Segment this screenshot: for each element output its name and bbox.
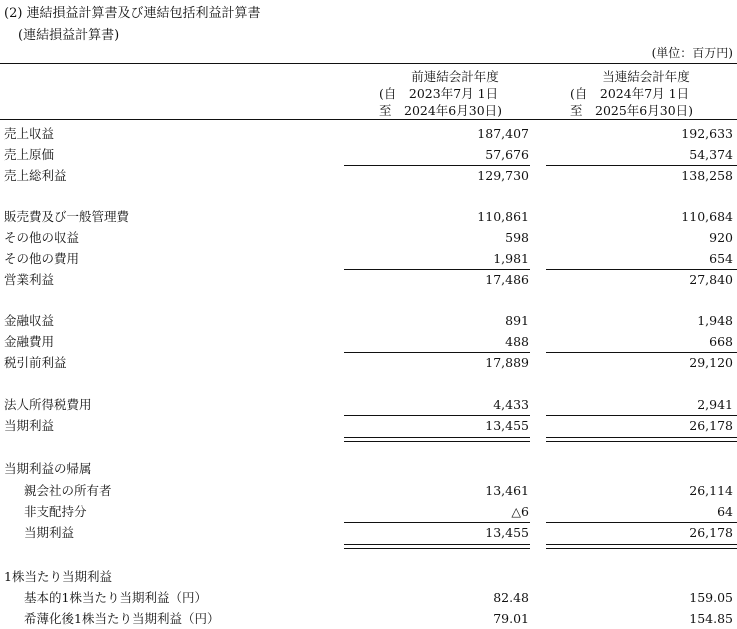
row-label: 希薄化後1株当たり当期利益（円） <box>24 611 220 626</box>
current-value: 192,633 <box>681 126 733 141</box>
current-value: 110,684 <box>681 209 733 224</box>
period-to: 至 2024年6月30日) <box>379 103 503 118</box>
row-label: その他の費用 <box>4 251 80 266</box>
prior-value: 13,461 <box>485 483 529 498</box>
table-row <box>0 395 737 415</box>
prior-value: 82.48 <box>493 590 529 605</box>
row-label: 当期利益 <box>24 525 75 540</box>
current-value: 29,120 <box>689 355 733 370</box>
total-double-rule <box>344 544 530 549</box>
current-value: 26,178 <box>689 418 733 433</box>
prior-value: 17,889 <box>485 355 529 370</box>
header-bottom-rule <box>0 119 737 120</box>
row-label: 販売費及び一般管理費 <box>4 209 130 224</box>
current-value: 54,374 <box>689 147 733 162</box>
column-header-prior-year <box>355 68 555 119</box>
table-row <box>0 228 737 248</box>
column-header-current-year <box>546 68 737 119</box>
prior-value: 187,407 <box>477 126 529 141</box>
prior-value: 1,981 <box>493 251 529 266</box>
table-row <box>0 459 737 479</box>
total-double-rule <box>344 437 530 442</box>
row-label: 営業利益 <box>4 272 55 287</box>
prior-value: 57,676 <box>485 147 529 162</box>
column-label: 前連結会計年度 <box>411 69 499 84</box>
prior-value: 598 <box>505 230 529 245</box>
table-row <box>0 207 737 227</box>
prior-value: △6 <box>511 504 529 519</box>
total-double-rule <box>546 544 737 549</box>
row-label: 税引前利益 <box>4 355 67 370</box>
current-value: 27,840 <box>689 272 733 287</box>
table-row <box>0 311 737 331</box>
row-label: 法人所得税費用 <box>4 397 92 412</box>
table-row <box>0 609 737 629</box>
table-row <box>0 249 737 269</box>
total-double-rule <box>546 437 737 442</box>
column-label: 当連結会計年度 <box>602 69 690 84</box>
current-value: 2,941 <box>697 397 733 412</box>
row-label: 非支配持分 <box>24 504 87 519</box>
table-row <box>0 481 737 501</box>
row-label: 金融収益 <box>4 313 55 328</box>
prior-value: 13,455 <box>485 418 529 433</box>
row-label: 当期利益の帰属 <box>4 461 92 476</box>
table-row <box>0 145 737 165</box>
row-label: 1株当たり当期利益 <box>4 569 112 584</box>
table-row <box>0 567 737 587</box>
table-row <box>0 416 737 436</box>
row-label: 金融費用 <box>4 334 55 349</box>
period-to: 至 2025年6月30日) <box>570 103 694 118</box>
prior-value: 110,861 <box>477 209 529 224</box>
prior-value: 488 <box>505 334 529 349</box>
unit-label: (単位：百万円) <box>651 46 733 60</box>
row-label: その他の収益 <box>4 230 80 245</box>
current-value: 159.05 <box>689 590 733 605</box>
row-label: 基本的1株当たり当期利益（円） <box>24 590 207 605</box>
current-value: 668 <box>709 334 733 349</box>
current-value: 26,114 <box>689 483 733 498</box>
prior-value: 4,433 <box>493 397 529 412</box>
table-row <box>0 588 737 608</box>
row-label: 売上原価 <box>4 147 55 162</box>
row-label: 当期利益 <box>4 418 55 433</box>
current-value: 138,258 <box>681 168 733 183</box>
row-label: 売上総利益 <box>4 168 67 183</box>
current-value: 920 <box>709 230 733 245</box>
current-value: 64 <box>717 504 733 519</box>
table-row <box>0 353 737 373</box>
statement-title: (2) 連結損益計算書及び連結包括利益計算書 <box>4 6 261 21</box>
table-row <box>0 270 737 290</box>
table-top-rule <box>0 63 737 64</box>
prior-value: 79.01 <box>493 611 529 626</box>
prior-value: 129,730 <box>477 168 529 183</box>
statement-subtitle: (連結損益計算書) <box>18 28 120 43</box>
table-row <box>0 502 737 522</box>
table-row <box>0 332 737 352</box>
period-from: (自 2024年7月 1日 <box>570 86 690 101</box>
row-label: 親会社の所有者 <box>24 483 112 498</box>
current-value: 26,178 <box>689 525 733 540</box>
current-value: 654 <box>709 251 733 266</box>
prior-value: 891 <box>505 313 529 328</box>
table-row <box>0 166 737 186</box>
period-from: (自 2023年7月 1日 <box>379 86 499 101</box>
row-label: 売上収益 <box>4 126 55 141</box>
prior-value: 13,455 <box>485 525 529 540</box>
table-row <box>0 523 737 543</box>
current-value: 154.85 <box>689 611 733 626</box>
table-row <box>0 124 737 144</box>
current-value: 1,948 <box>697 313 733 328</box>
prior-value: 17,486 <box>485 272 529 287</box>
